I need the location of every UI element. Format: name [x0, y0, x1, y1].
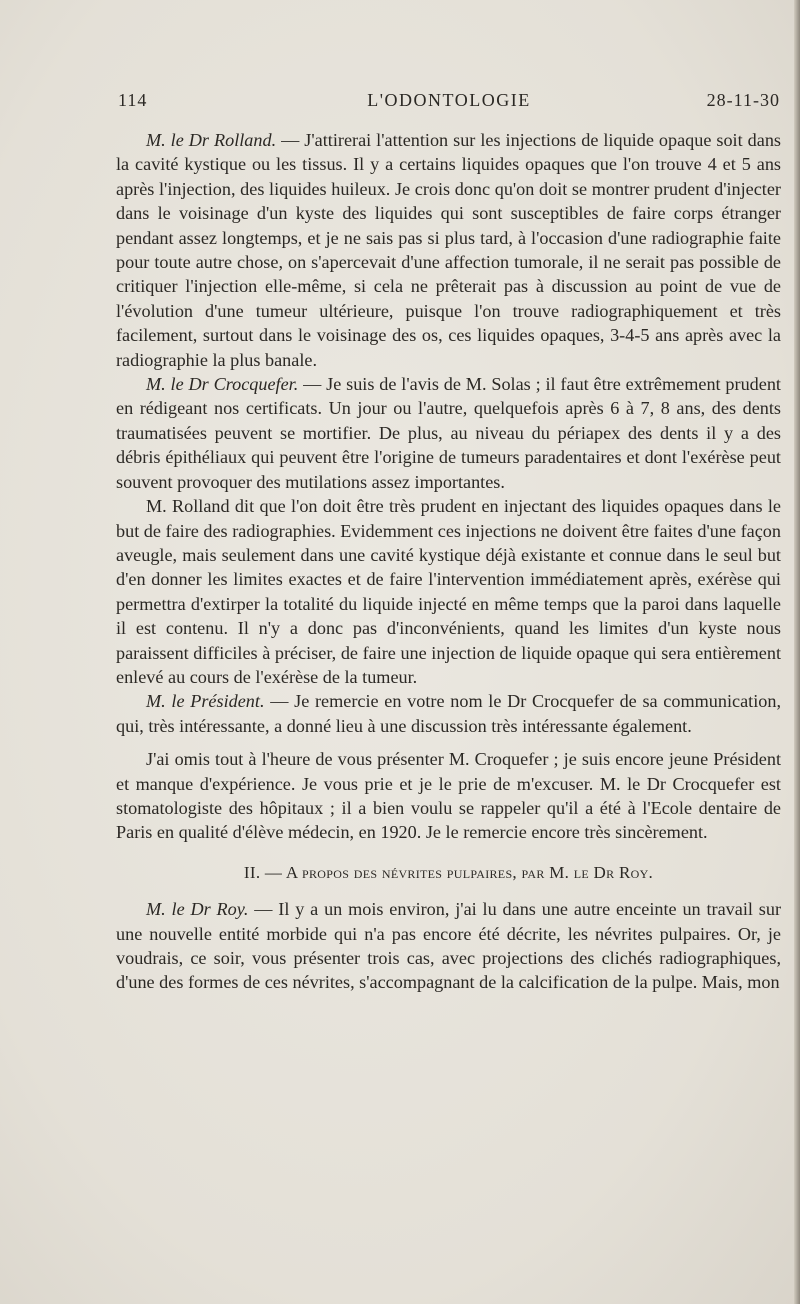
issue-date: 28-11-30: [706, 90, 780, 110]
article-body: [116, 128, 781, 995]
paragraph-text: M. Rolland dit que l'on doit être très prudent en injectant des liquides opaques dans le but de faire des radiographies. Evidemment ces injections ne doivent être faites d'une façon aveugle, mais seulement dans une cavité kystique déjà existante et connue dans le seul but d'en donner les limites exactes et de faire l'intervention immédiatement après, exérèse qui permettra d'extirper la totalité du liquide injecté en même temps que la paroi dans laquelle il est contenu. Il n'y a donc pas d'inconvénients, quand les limites d'un kyste nous paraissent difficiles à préciser, de faire une injection de liquide opaque qui sera entièrement enlevé au cours de l'exérèse de la tumeur.: [116, 496, 781, 687]
paragraph-roy: [116, 897, 781, 995]
paragraph-president-continued: [116, 747, 781, 845]
paragraph-president: [116, 689, 781, 738]
paragraph-reply: [116, 494, 781, 689]
speaker-name: M. le Dr Roy.: [146, 899, 249, 920]
paragraph-text: — J'attirerai l'attention sur les injections de liquide opaque soit dans la cavité kystique ou les tissus. Il y a certains liquides opaques que l'on trouve 4 et 5 ans après l'injection, des liquides huileux. Je crois donc qu'on doit se montrer prudent d'injecter dans le voisinage d'un kyste des liquides qui sont susceptibles de faire corps étranger pendant assez longtemps, et je ne sais pas si plus tard, à l'occasion d'une radiographie faite pour toute autre chose, on s'apercevait d'une affection tumorale, il ne serait pas possible de critiquer l'injection elle-même, si cela ne prêterait pas à discussion au point de vue de l'évolution d'une tumeur ultérieure, puisque l'on trouve radiographiquement et très facilement, surtout dans le voisinage des os, ces liquides opaques, 3-4-5 ans après avec la radiographie la plus banale.: [116, 130, 781, 370]
speaker-name: M. le Président.: [146, 691, 265, 712]
speaker-name: M. le Dr Rolland.: [146, 130, 277, 150]
paragraph-text: — Je suis de l'avis de M. Solas ; il faut être extrêmement prudent en rédigeant nos certificats. Un jour ou l'autre, quelquefois après 6 à 7, 8 ans, des dents traumatisées peuvent se mortifier. De plus, au niveau du périapex des dents il y a des débris épithéliaux qui peuvent être l'origine de tumeurs paradentaires et dont l'exérèse peut souvent provoquer des mutilations assez importantes.: [116, 374, 781, 492]
paragraph-crocquefer: [116, 372, 781, 494]
section-heading: II. — A propos des névrites pulpaires, par M. le Dr Roy.: [243, 862, 654, 882]
paragraph-text: — Il y a un mois environ, j'ai lu dans une autre enceinte un travail sur une nouvelle entité morbide qui n'a pas encore été décrite, les névrites pulpaires. Or, je voudrais, ce soir, vous présenter trois cas, avec projections des clichés radiographiques, d'une des formes de ces névrites, s'accompagnant de la calcification de la pulpe. Mais, mon: [116, 899, 781, 993]
book-spine-shadow: [794, 0, 800, 1304]
page-number: 114: [118, 90, 148, 110]
paragraph-rolland: [116, 128, 781, 372]
paragraph-text: J'ai omis tout à l'heure de vous présenter M. Croquefer ; je suis encore jeune Président et manque d'expérience. Je vous prie et je le prie de m'excuser. M. le Dr Crocquefer est stomatologiste des hôpitaux ; il a bien voulu se rappeler qu'il a été à l'Ecole dentaire de Paris en qualité d'élève médecin, en 1920. Je le remercie encore très sincèrement.: [116, 749, 781, 843]
running-header: [118, 90, 780, 116]
journal-title: L'ODONTOLOGIE: [367, 90, 531, 110]
speaker-name: M. le Dr Crocquefer.: [146, 374, 299, 395]
paragraph-text: — Je remercie en votre nom le Dr Crocquefer de sa communication, qui, très intéressante, a donné lieu à une discussion très intéressante également.: [116, 691, 781, 736]
